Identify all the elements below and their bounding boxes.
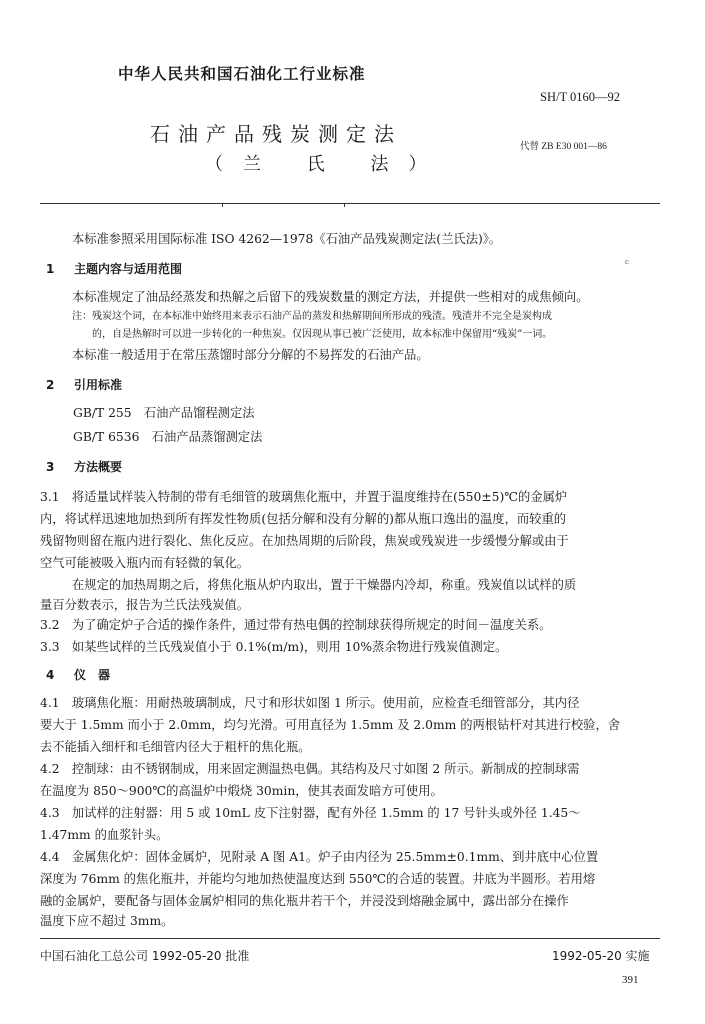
approval-date: 中国石油化工总公司 1992-05-20 批准 xyxy=(40,949,250,963)
paragraph-line: 空气可能被吸入瓶内而有轻微的氧化。 xyxy=(40,556,250,570)
replaces-code: 代替 ZB E30 001—86 xyxy=(520,142,607,152)
issuing-agency: 中华人民共和国石油化工行业标准 xyxy=(118,65,366,83)
section-title: 方法概要 xyxy=(74,460,123,474)
effective-date: 1992-05-20 实施 xyxy=(552,949,650,963)
paragraph-line: 4.3 加试样的注射器：用 5 或 10mL 皮下注射器，配有外径 1.5mm 的 17 号针头或外径 1.45～ xyxy=(40,806,581,820)
section-heading xyxy=(40,262,665,276)
margin-mark: c xyxy=(625,258,629,266)
note-line: 的，自是热解时可以进一步转化的一种焦炭。仅因现从事已被广泛使用，故本标准中保留用“残炭”一词。 xyxy=(92,329,553,340)
header-divider-tick xyxy=(222,203,233,207)
paragraph-line: 在规定的加热周期之后，将焦化瓶从炉内取出，置于干燥器内冷却，称重。残炭值以试样的质 xyxy=(72,578,577,592)
section-heading xyxy=(40,378,665,392)
paragraph-line: 温度下应不超过 3mm。 xyxy=(40,914,174,928)
intro-paragraph: 本标准参照采用国际标准 ISO 4262—1978《石油产品残炭测定法(兰氏法)》。 xyxy=(72,232,502,246)
paragraph-line: 内，将试样迅速地加热到所有挥发性物质(包括分解和没有分解的)都从瓶口逸出的温度，而较重的 xyxy=(40,512,567,526)
paragraph-line: 3.1 将适量试样装入特制的带有毛细管的玻璃焦化瓶中，并置于温度维持在(550±5)℃的金属炉 xyxy=(40,490,568,504)
paragraph-line: 融的金属炉，要配备与固体金属炉相同的焦化瓶井若干个，并浸没到熔融金属中，露出部分在操作 xyxy=(40,894,569,908)
header-divider-tick xyxy=(344,203,355,207)
section-number: 3 xyxy=(46,460,55,474)
paragraph-line: 深度为 76mm 的焦化瓶井，并能均匀地加热使温度达到 550℃的合适的装置。井底为半圆形。若用熔 xyxy=(40,872,596,886)
section-title: 主题内容与适用范围 xyxy=(74,262,183,276)
paragraph-line: 4.4 金属焦化炉：固体金属炉，见附录 A 图 A1。炉子由内径为 25.5mm±0.1mm、到井底中心位置 xyxy=(40,850,599,864)
paragraph-line: 量百分数表示，报告为兰氏法残炭值。 xyxy=(40,598,250,612)
reference-item: GB/T 255 石油产品馏程测定法 xyxy=(73,406,255,420)
section-heading xyxy=(40,460,665,474)
section-heading xyxy=(40,668,665,682)
page-subtitle: （兰 氏 法） xyxy=(205,154,447,175)
section-title: 仪 器 xyxy=(74,668,111,682)
note-line: 注：残炭这个词，在本标准中始终用来表示石油产品的蒸发和热解期间所形成的残渣。残渣并不完全是炭构成 xyxy=(72,311,552,322)
paragraph-line: 3.2 为了确定炉子合适的操作条件，通过带有热电偶的控制球获得所规定的时间－温度关系。 xyxy=(40,618,552,632)
paragraph-line: 4.2 控制球：由不锈钢制成，用来固定测温热电偶。其结构及尺寸如图 2 所示。新制成的控制球需 xyxy=(40,762,580,776)
standard-code: SH/T 0160—92 xyxy=(540,90,620,104)
section-number: 2 xyxy=(46,378,55,392)
reference-item: GB/T 6536 石油产品蒸馏测定法 xyxy=(73,430,263,444)
section-number: 4 xyxy=(46,668,55,682)
paragraph-line: 本标准一般适用于在常压蒸馏时部分分解的不易挥发的石油产品。 xyxy=(72,348,429,362)
page-number: 391 xyxy=(622,974,639,986)
section-number: 1 xyxy=(46,262,55,276)
paragraph-line: 要大于 1.5mm 而小于 2.0mm，均匀光滑。可用直径为 1.5mm 及 2.0mm 的两根钻杆对其进行校验，舍 xyxy=(40,718,621,732)
paragraph-line: 残留物则留在瓶内进行裂化、焦化反应。在加热周期的后阶段，焦炭或残炭进一步缓慢分解或由于 xyxy=(40,534,569,548)
page-title: 石油产品残炭测定法 xyxy=(150,122,402,146)
paragraph-line: 3.3 如某些试样的兰氏残炭值小于 0.1%(m/m)，则用 10%蒸余物进行残炭值测定。 xyxy=(40,640,508,654)
footer-divider xyxy=(40,938,660,939)
section-title: 引用标准 xyxy=(74,378,123,392)
paragraph-line: 在温度为 850～900℃的高温炉中煅烧 30min，使其表面发暗方可使用。 xyxy=(40,784,443,798)
paragraph-line: 4.1 玻璃焦化瓶：用耐热玻璃制成，尺寸和形状如图 1 所示。使用前，应检查毛细管部分，其内径 xyxy=(40,696,580,710)
paragraph-line: 去不能插入细杆和毛细管内径大于粗杆的焦化瓶。 xyxy=(40,740,311,754)
paragraph-line: 本标准规定了油品经蒸发和热解之后留下的残炭数量的测定方法，并提供一些相对的成焦倾向。 xyxy=(72,290,589,304)
paragraph-line: 1.47mm 的血浆针头。 xyxy=(40,828,169,842)
